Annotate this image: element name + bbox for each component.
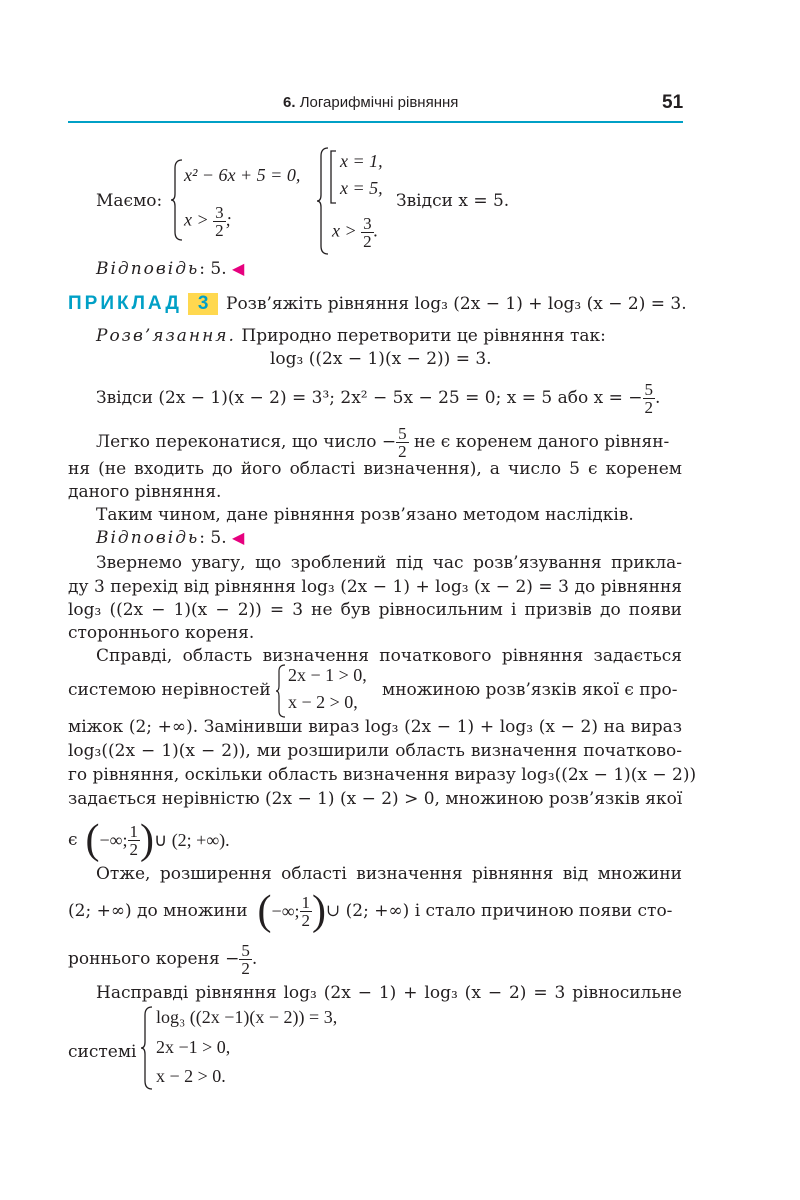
sys2-x5: x = 5, [340,178,383,198]
example-badge [68,292,218,316]
p4-sys-l2: x − 2 > 0, [288,692,358,712]
p6-sys-l3: x − 2 > 0. [156,1066,226,1086]
left-brace-icon [170,158,184,242]
example-badge-number: 3 [188,293,219,315]
p4-line7: є ( −∞; $\frac{1}{2}$ ) ∪ (2; +∞). [68,817,230,863]
sys2-x1: x = 1, [340,151,383,171]
header-rule [68,121,683,123]
left-brace-icon [140,1005,154,1091]
p2: Таким чином, дане рівняння розв’язано методом наслідків. [96,505,634,525]
p4-line3: міжок (2; +∞). Замінивши вираз log₃ (2x − 1) + log₃ (x − 2) на вираз [68,717,682,737]
p1-line1: Легко переконатися, що число − $\frac{5}{2}$ не є коренем даного рівнян- [96,424,670,461]
p3-line3: log₃ ((2x − 1)(x − 2)) = 3 не був рівносильним і призвів до появи [68,600,682,620]
left-brace-icon [275,664,287,718]
sys2-line3: x > $\frac{3}{2}$ . [332,214,379,251]
page-number: 51 [662,92,684,113]
p6-pre: системі [68,1042,137,1062]
p6-sys-l2: 2x −1 > 0, [156,1037,231,1057]
p6-sys-l1: log₃ ((2x −1)(x − 2)) = 3, [156,1007,338,1027]
maiemo-label: Маємо: [96,191,163,211]
sys1-line2: x > $\frac{3}{2}$ ; [184,203,232,240]
p5-line1: Отже, розширення області визначення рівняння від множини [96,864,682,884]
p6-line1: Насправді рівняння log₃ (2x − 1) + log₃ (x − 2) = 3 рівносильне [96,983,682,1003]
answer-2: Відповідь: 5. ◀ [96,528,245,548]
running-header [283,94,458,111]
p4-line1: Справді, область визначення початкового рівняння задається [96,646,682,666]
p3-line1: Звернемо увагу, що зроблений під час розв’язування прикла- [96,553,682,573]
equation-log-product: log₃ ((2x − 1)(x − 2)) = 3. [270,349,492,369]
p4-line6: задається нерівністю (2x − 1) (x − 2) > 0, множиною розв’язків якої [68,789,683,809]
zvidsy-line: Звідси (2x − 1)(x − 2) = 3³; 2x² − 5x − 25 = 0; x = 5 або x = − $\frac{5}{2}$ . [96,380,661,417]
p5-line3: роннього кореня − $\frac{5}{2}$ . [68,941,258,978]
end-marker-icon: ◀ [232,528,245,547]
p3-line2: ду 3 перехід від рівняння log₃ (2x − 1) + log₃ (x − 2) = 3 до рівняння [68,577,682,597]
answer-1: Відповідь: 5. ◀ [96,259,245,279]
p4-line4: log₃((2x − 1)(x − 2)), ми розширили область визначення початково- [68,741,682,761]
example-task: Розв’яжіть рівняння log₃ (2x − 1) + log₃ (x − 2) = 3. [226,294,687,314]
p4-line5: го рівняння, оскільки область визначення виразу log₃((2x − 1)(x − 2)) [68,765,697,785]
sys1-line1: x² − 6x + 5 = 0, [184,165,301,185]
p4-sys-l1: 2x − 1 > 0, [288,665,367,685]
p4-sys-pre: системою нерівностей [68,680,271,700]
zvidsy-result: Звідси x = 5. [396,191,510,211]
chapter-number: 6. [283,94,296,111]
end-marker-icon: ◀ [232,259,245,278]
left-bracket-icon [329,150,337,204]
p1-line3: даного рівняння. [68,482,222,502]
chapter-title: Логарифмічні рівняння [299,94,459,111]
solution-intro: Розв’язання. Природно перетворити це рівняння так: [96,326,606,346]
left-brace-icon [316,146,330,256]
p1-line2: ня (не входить до його області визначення), а число 5 є коренем [68,459,682,479]
p4-sys-post: множиною розв’язків якої є про- [382,680,678,700]
example-badge-label: ПРИКЛАД [68,293,182,314]
p5-line2: (2; +∞) до множини ( −∞; $\frac{1}{2}$ ) ∪ (2; +∞) і стало причиною появи сто- [68,888,673,934]
p3-line4: стороннього кореня. [68,623,255,643]
